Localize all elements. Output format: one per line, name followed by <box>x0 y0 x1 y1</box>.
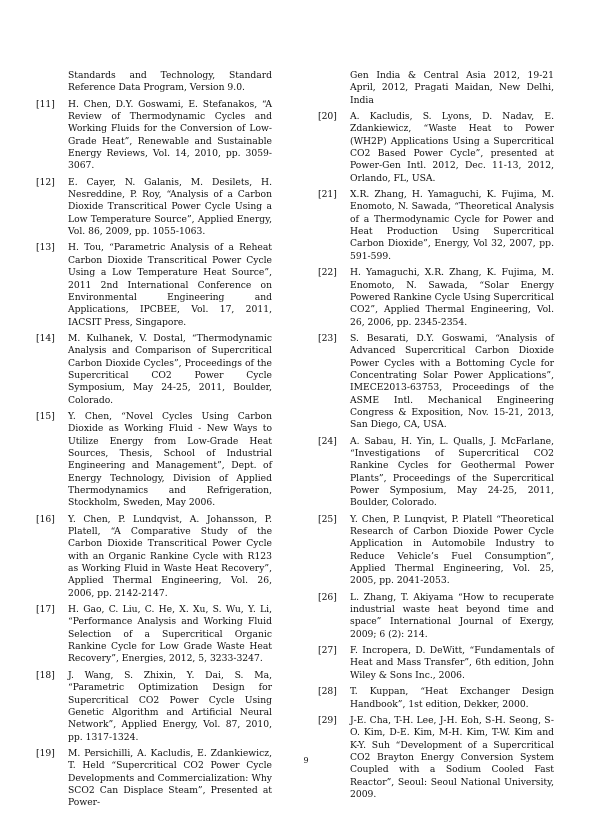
reference-text: J. Wang, S. Zhixin, Y. Dai, S. Ma, “Parametric Optimization Design for Supercritical CO2 Power Cycle Using Genetic Algorithm and Artificial Neural Network”, Applied Energy, Vol. 87, 2010, pp. 1317-1324. <box>68 669 272 743</box>
reference-number: [15] <box>36 410 55 422</box>
reference-number: [26] <box>318 591 337 603</box>
reference-text: Gen India & Central Asia 2012, 19-21 April, 2012, Pragati Maidan, New Delhi, India <box>350 70 554 106</box>
reference-text: Y. Chen, “Novel Cycles Using Carbon Dioxide as Working Fluid - New Ways to Utilize Energy from Low-Grade Heat Sources, Thesis, School of Industrial Engineering and Management”, Dept. of Energy Technology, Division of Applied Thermodynamics and Refrigeration, Stockholm, Sweden, May 2006. <box>68 410 272 509</box>
reference-number: [23] <box>318 332 337 344</box>
reference-number: [24] <box>318 435 337 447</box>
reference-number: [13] <box>36 242 55 254</box>
reference-number: [29] <box>318 714 337 726</box>
reference-number: [16] <box>36 513 55 525</box>
reference-item <box>318 592 554 641</box>
reference-number: [25] <box>318 513 337 525</box>
reference-text: H. Yamaguchi, X.R. Zhang, K. Fujima, M. Enomoto, N. Sawada, “Solar Energy Powered Rankine Cycle Using Supercritical CO2”, Applied Thermal Engineering, Vol. 26, 2006, pp. 2345-2354. <box>350 267 554 328</box>
reference-text: E. Cayer, N. Galanis, M. Desilets, H. Nesreddine, P. Roy, “Analysis of a Carbon Dioxide Transcritical Power Cycle Using a Low Temperature Source”, Applied Energy, Vol. 86, 2009, pp. 1055-1063. <box>68 176 272 238</box>
reference-item <box>318 111 554 185</box>
reference-item <box>318 189 554 263</box>
reference-item <box>318 686 554 711</box>
reference-item <box>36 177 272 239</box>
reference-continuation <box>36 70 272 95</box>
reference-number: [19] <box>36 747 55 759</box>
reference-number: [27] <box>318 645 337 657</box>
reference-item <box>36 670 272 744</box>
reference-continuation <box>318 70 554 107</box>
reference-number: [21] <box>318 189 337 201</box>
reference-item <box>318 267 554 329</box>
reference-text: M. Kulhanek, V. Dostal, “Thermodynamic Analysis and Comparison of Supercritical Carbon Dioxide Cycles”, Proceedings of the Supercritical CO2 Power Cycle Symposium, May 24-25, 2011, Boulder, Colorado. <box>68 332 272 406</box>
reference-item <box>36 411 272 510</box>
references-left-column <box>36 70 272 814</box>
reference-item <box>318 436 554 510</box>
reference-item <box>36 242 272 328</box>
page-number: 9 <box>303 756 309 765</box>
reference-item <box>36 604 272 666</box>
reference-number: [11] <box>36 98 55 110</box>
reference-text: L. Zhang, T. Akiyama “How to recuperate industrial waste heat beyond time and space” International Journal of Exergy, 2009; 6 (2): 214. <box>350 591 554 640</box>
reference-list-right <box>318 111 554 801</box>
reference-number: [18] <box>36 669 55 681</box>
reference-text: H. Tou, “Parametric Analysis of a Reheat Carbon Dioxide Transcritical Power Cycle Using a Low Temperature Heat Source”, 2011 2nd International Conference on Environmental Engineering and Applications, IPCBEE, Vol. 17, 2011, IACSIT Press, Singapore. <box>68 242 272 328</box>
reference-text: A. Kacludis, S. Lyons, D. Nadav, E. Zdankiewicz, “Waste Heat to Power (WH2P) Applications Using a Supercritical CO2 Based Power Cycle”, presented at Power-Gen Intl. 2012, Dec. 11-13, 2012, Orlando, FL, USA. <box>350 111 554 184</box>
reference-text: Y. Chen, P. Lundqvist, A. Johansson, P. Platell, “A Comparative Study of the Carbon Dioxide Transcritical Power Cycle with an Organic Rankine Cycle with R123 as Working Fluid in Waste Heat Recovery”, Applied Thermal Engineering, Vol. 26, 2006, pp. 2142-2147. <box>68 513 272 599</box>
reference-item <box>318 645 554 682</box>
reference-text: J-E. Cha, T-H. Lee, J-H. Eoh, S-H. Seong, S-O. Kim, D-E. Kim, M-H. Kim, T-W. Kim and K-Y. Suh “Development of a Supercritical CO2 Brayton Energy Conversion System Coupled with a Sodium Cooled Fast Reactor”, Seoul: Seoul National University, 2009. <box>350 714 554 800</box>
reference-text: F. Incropera, D. DeWitt, “Fundamentals of Heat and Mass Transfer”, 6th edition, John Wiley & Sons Inc., 2006. <box>350 645 554 681</box>
reference-text: S. Besarati, D.Y. Goswami, “Analysis of Advanced Supercritical Carbon Dioxide Power Cycles with a Bottoming Cycle for Concentrating Solar Power Applications”, IMECE2013-63753, Proceedings of the ASME Intl. Mechanical Engineering Congress & Exposition, Nov. 15-21, 2013, San Diego, CA, USA. <box>350 332 554 431</box>
reference-item <box>318 333 554 432</box>
reference-number: [28] <box>318 686 337 698</box>
reference-text: T. Kuppan, “Heat Exchanger Design Handbook”, 1st edition, Dekker, 2000. <box>350 686 554 710</box>
reference-item <box>36 99 272 173</box>
reference-number: [20] <box>318 111 337 123</box>
reference-text: Y. Chen, P. Lunqvist, P. Platell “Theoretical Research of Carbon Dioxide Power Cycle Application in Automobile Industry to Reduce Vehicle’s Fuel Consumption”, Applied Thermal Engineering, Vol. 25, 2005, pp. 2041-2053. <box>350 513 554 587</box>
reference-list-left <box>36 99 272 810</box>
reference-text: H. Gao, C. Liu, C. He, X. Xu, S. Wu, Y. Li, “Performance Analysis and Working Fluid Selection of a Supercritical Organic Rankine Cycle for Low Grade Waste Heat Recovery”, Energies, 2012, 5, 3233-3247. <box>68 604 272 665</box>
reference-text: H. Chen, D.Y. Goswami, E. Stefanakos, “A Review of Thermodynamic Cycles and Working Fluids for the Conversion of Low-Grade Heat”, Renewable and Sustainable Energy Reviews, Vol. 14, 2010, pp. 3059-3067. <box>68 98 272 172</box>
reference-number: [12] <box>36 176 55 188</box>
reference-text: X.R. Zhang, H. Yamaguchi, K. Fujima, M. Enomoto, N. Sawada, “Theoretical Analysis of a Thermodynamic Cycle for Power and Heat Production Using Supercritical Carbon Dioxide”, Energy, Vol 32, 2007, pp. 591-599. <box>350 189 554 262</box>
reference-item <box>36 514 272 600</box>
reference-item <box>318 514 554 588</box>
reference-number: [22] <box>318 267 337 279</box>
reference-number: [14] <box>36 332 55 344</box>
reference-number: [17] <box>36 604 55 616</box>
reference-text: Standards and Technology, Standard Reference Data Program, Version 9.0. <box>68 70 272 94</box>
references-right-column <box>318 70 554 805</box>
reference-text: A. Sabau, H. Yin, L. Qualls, J. McFarlane, “Investigations of Supercritical CO2 Rankine Cycles for Geothermal Power Plants”, Proceedings of the Supercritical Power Symposium, May 24-25, 2011, Boulder, Colorado. <box>350 435 554 509</box>
reference-text: M. Persichilli, A. Kacludis, E. Zdankiewicz, T. Held “Supercritical CO2 Power Cycle Developments and Commercialization: Why SCO2 Can Displace Steam”, Presented at Power- <box>68 747 272 809</box>
reference-item <box>36 333 272 407</box>
